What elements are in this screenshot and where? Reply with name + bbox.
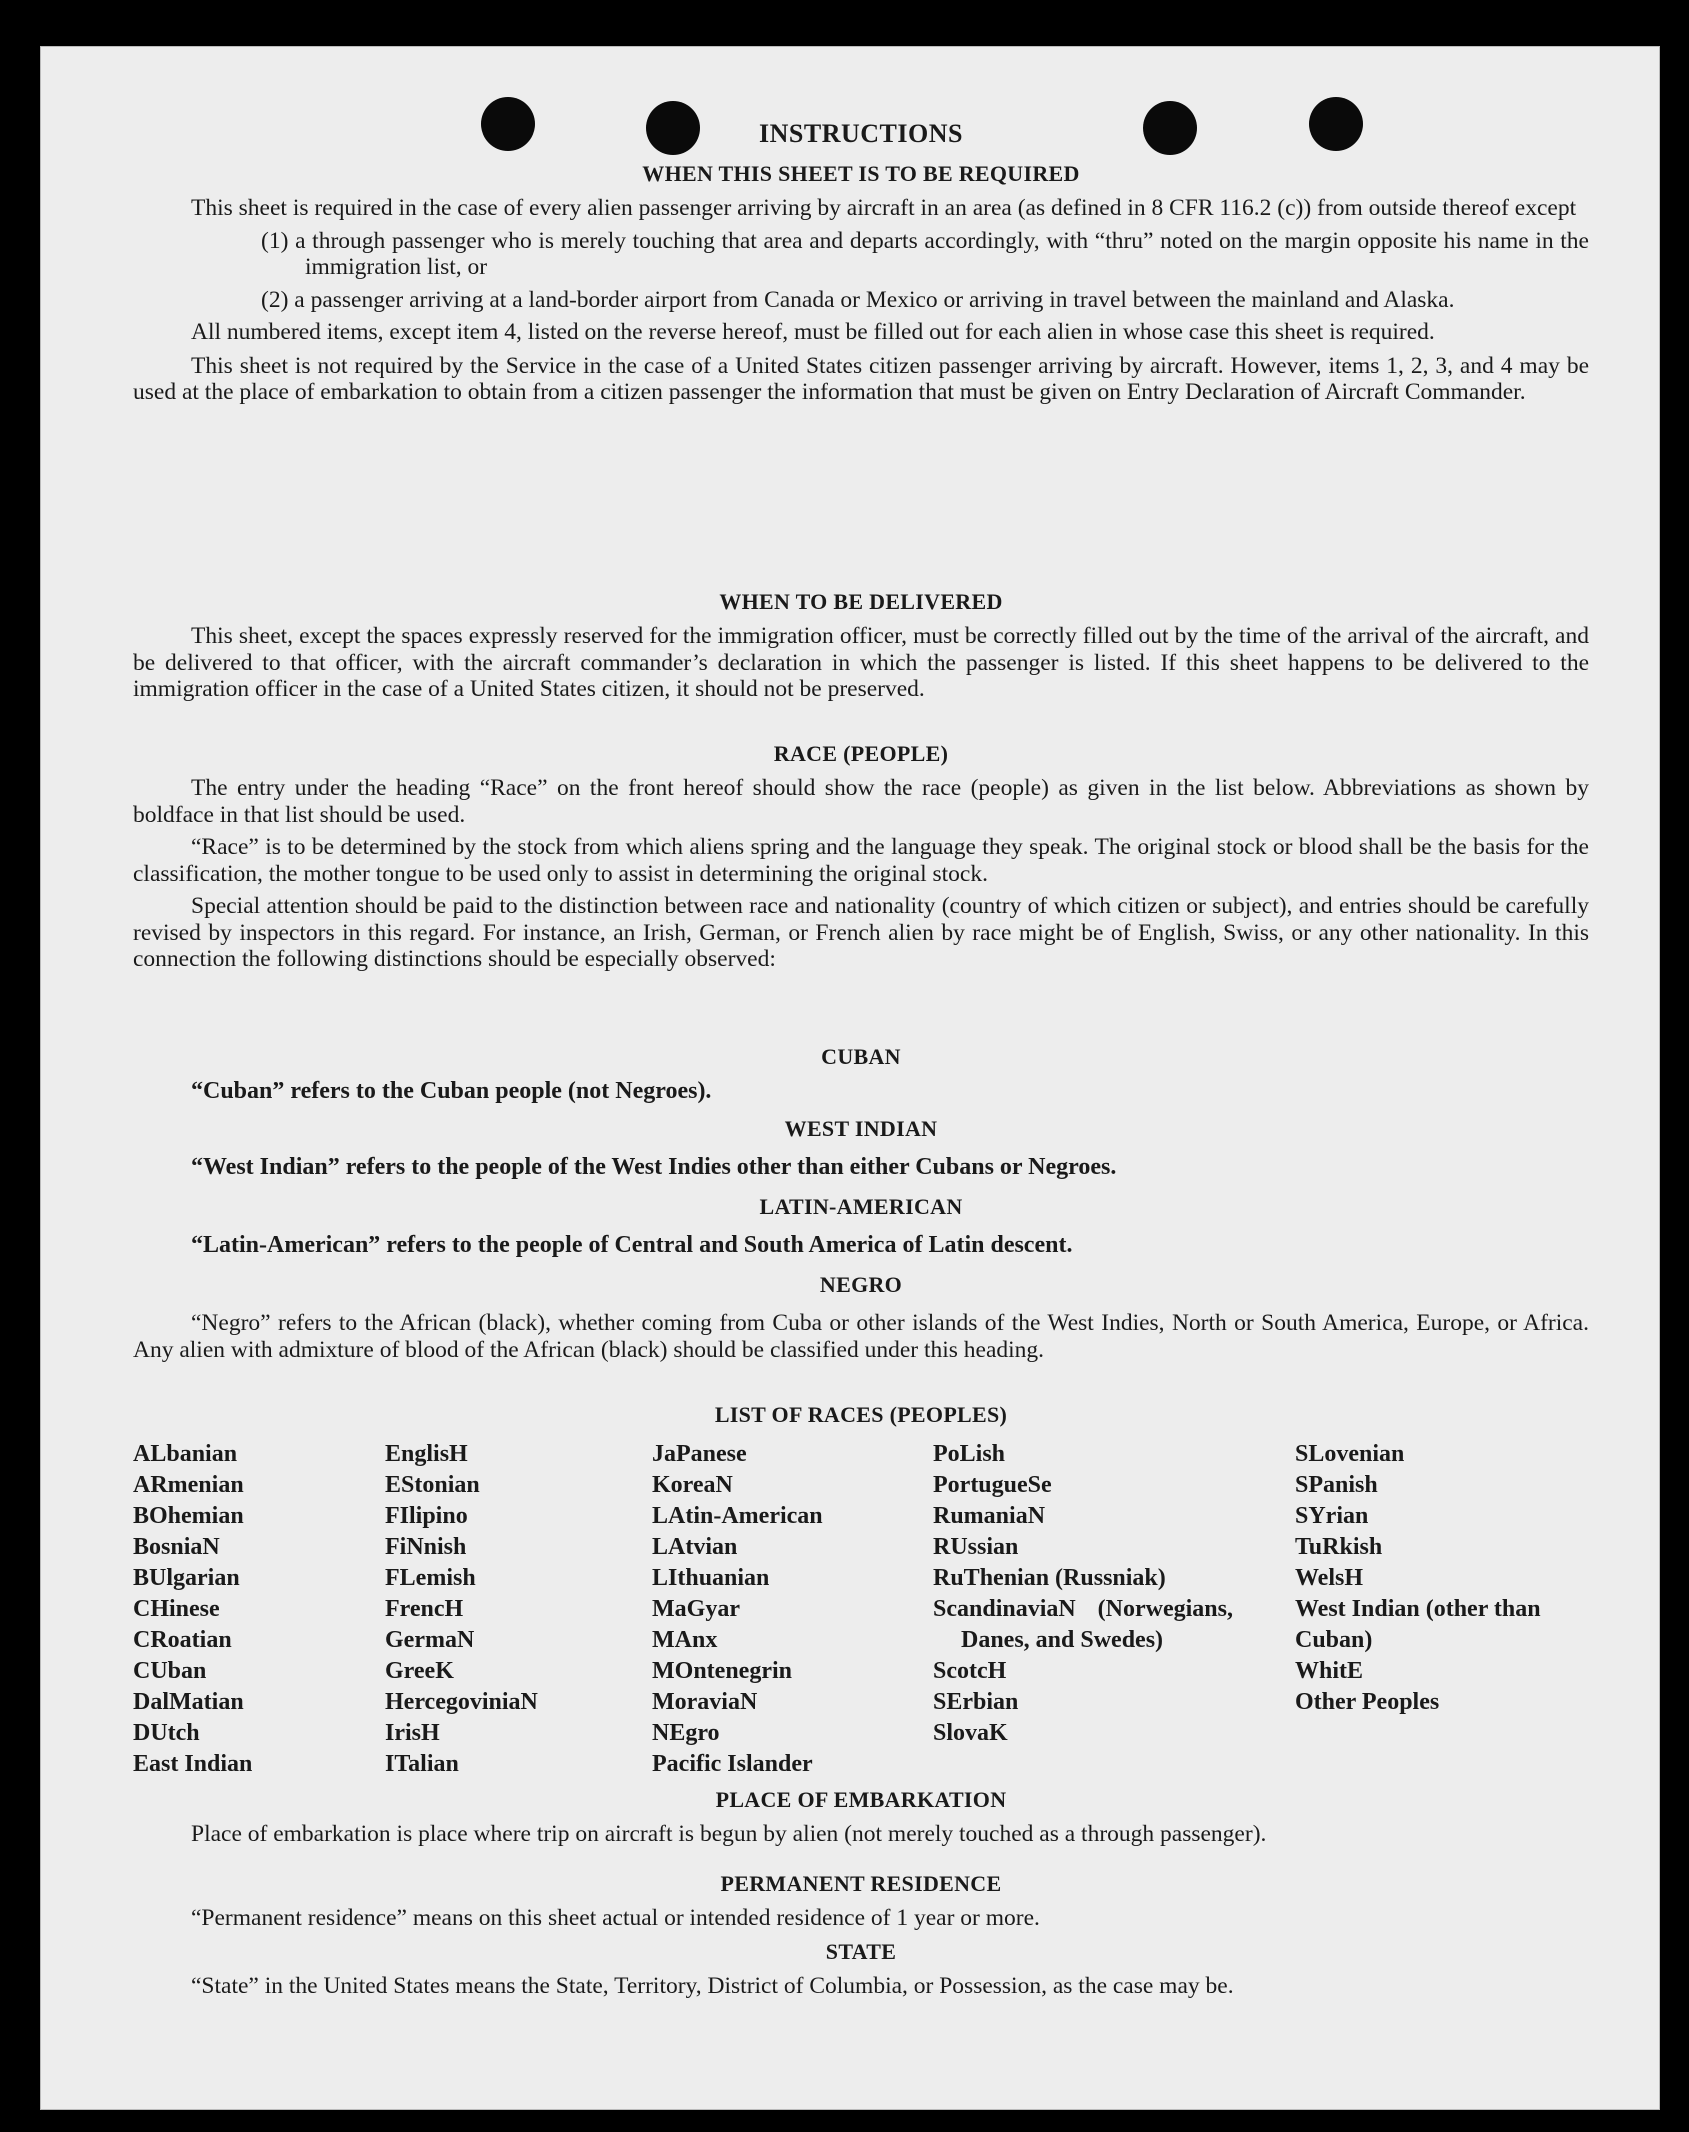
paragraph: Place of embarkation is place where trip on aircraft is begun by alien (not merely touched as a through passenger). [191,1821,1267,1847]
race-entry: EStonian [385,1472,480,1498]
paragraph: “Latin-American” refers to the people of Central and South America of Latin descent. [191,1232,1073,1258]
race-entry: SPanish [1295,1472,1378,1498]
race-entry: ALbanian [133,1441,238,1467]
paragraph: This sheet is not required by the Service in the case of a United States citizen passenger arriving by aircraft. However, items 1, 2, 3, and 4 may be used at the place of embarkation to obtain from a citizen passenger the information that must be given on Entry Declaration of Aircraft Commander. [133,352,1589,405]
race-entry: HercegoviniaN [385,1689,538,1715]
paragraph: “Permanent residence” means on this sheet actual or intended residence of 1 year or more. [191,1905,1040,1931]
section-heading: CUBAN [821,1044,901,1069]
race-entry: DUtch [133,1720,200,1746]
section-embarkation [133,1787,1589,1848]
race-entry: GreeK [385,1658,454,1684]
section-heading: PLACE OF EMBARKATION [715,1787,1007,1812]
race-entry: BOhemian [133,1503,244,1529]
race-entry: RuThenian (Russniak) [933,1565,1166,1591]
race-entry: BUlgarian [133,1565,240,1591]
section-state [133,1939,1589,2000]
race-entry: Pacific Islander [652,1751,813,1777]
section-heading: RACE (PEOPLE) [773,741,949,766]
section-when-delivered [133,589,1589,703]
race-entry: SYrian [1295,1503,1369,1529]
document-sheet [40,46,1660,2110]
section-race [133,741,1589,973]
race-entry: FrencH [385,1596,464,1622]
race-entry: EnglisH [385,1441,468,1467]
race-entry: RUssian [933,1534,1019,1560]
race-column-3 [652,1439,823,1780]
race-entry: CHinese [133,1596,220,1622]
race-entry: CUban [133,1658,207,1684]
section-west-indian [133,1116,1589,1181]
race-entry: ScotcH [933,1658,1007,1684]
paragraph: “State” in the United States means the State, Territory, District of Columbia, or Possession, as the case may be. [191,1973,1234,1999]
race-entry: IrisH [385,1720,440,1746]
section-heading: LATIN-AMERICAN [759,1194,963,1219]
race-entry: FLemish [385,1565,476,1591]
race-entry: SlovaK [933,1720,1008,1746]
race-column-1 [133,1439,252,1780]
race-entry: BosniaN [133,1534,220,1560]
race-entry: PoLish [933,1441,1006,1467]
paragraph: “West Indian” refers to the people of the West Indies other than either Cubans or Negroes. [191,1154,1117,1180]
race-entry: WhitE [1295,1658,1364,1684]
paragraph: This sheet, except the spaces expressly reserved for the immigration officer, must be correctly filled out by the time of the arrival of the aircraft, and be delivered to that officer, with the aircraft commander’s declaration in which the passenger is listed. If this sheet happens to be delivered to the immigration officer in the case of a United States citizen, it should not be preserved. [133,623,1589,702]
section-when-required [133,161,1589,406]
race-entry: LAtvian [652,1534,738,1560]
section-heading: NEGRO [819,1272,903,1297]
race-entry: MaGyar [652,1596,740,1622]
race-entry: SLovenian [1295,1441,1405,1467]
paragraph: This sheet is required in the case of every alien passenger arriving by aircraft in an area (as defined in 8 CFR 116.2 (c)) from outside thereof except [191,195,1577,221]
paragraph: The entry under the heading “Race” on the front hereof should show the race (people) as given in the list below. Abbreviations as shown by boldface in that list should be used. [133,775,1589,828]
section-heading: LIST OF RACES (PEOPLES) [714,1402,1008,1427]
race-entry: DalMatian [133,1689,244,1715]
section-heading: WHEN THIS SHEET IS TO BE REQUIRED [642,161,1080,186]
race-entry: WelsH [1295,1565,1364,1591]
section-list-of-races [133,1402,1589,1428]
page-title: INSTRUCTIONS [759,119,963,148]
paragraph: “Race” is to be determined by the stock from which aliens spring and the language they speak. The original stock or blood shall be the basis for the classification, the mother tongue to be used only to assist in determining the original stock. [133,834,1589,887]
race-entry: JaPanese [652,1441,747,1467]
paragraph: “Cuban” refers to the Cuban people (not Negroes). [191,1078,712,1104]
race-entry: East Indian [133,1751,253,1777]
race-entry: ScandinaviaN (Norwegians, Danes, and Swedes) [933,1596,1233,1653]
paragraph: All numbered items, except item 4, listed on the reverse hereof, must be filled out for each alien in whose case this sheet is required. [191,319,1435,345]
race-entry: GermaN [385,1627,475,1653]
race-entry: FIlipino [385,1503,468,1529]
section-heading: PERMANENT RESIDENCE [720,1871,1002,1896]
race-entry: LAtin-American [652,1503,823,1529]
section-heading: STATE [825,1939,897,1964]
race-entry: MoraviaN [652,1689,758,1715]
race-entry: RumaniaN [933,1503,1046,1529]
race-entry: MAnx [652,1627,718,1653]
race-entry: ARmenian [133,1472,244,1498]
section-residence [133,1871,1589,1932]
race-column-5 [1295,1439,1565,1718]
section-heading: WHEN TO BE DELIVERED [719,589,1003,614]
race-entry: FiNnish [385,1534,467,1560]
race-entry: PortugueSe [933,1472,1052,1498]
race-column-4 [933,1439,1233,1749]
race-entry: West Indian (other than Cuban) [1295,1596,1541,1653]
race-entry: MOntenegrin [652,1658,792,1684]
section-cuban [133,1044,1589,1105]
section-heading: WEST INDIAN [784,1116,938,1141]
paragraph: Special attention should be paid to the distinction between race and nationality (country of which citizen or subject), and entries should be carefully revised by inspectors in this regard. For instance, an Irish, German, or French alien by race might be of English, Swiss, or any other nationality. In this connection the following distinctions should be especially observed: [133,893,1589,972]
exception-item: (2) a passenger arriving at a land-border airport from Canada or Mexico or arriving in travel between the mainland and Alaska. [261,286,1455,313]
race-entry: LIthuanian [652,1565,770,1591]
race-entry: ITalian [385,1751,459,1777]
race-list [133,1439,1603,1777]
paragraph: “Negro” refers to the African (black), whether coming from Cuba or other islands of the West Indies, North or South America, Europe, or Africa. Any alien with admixture of blood of the African (black) should be classified under this heading. [133,1310,1589,1363]
section-negro [133,1272,1589,1363]
section-latin-american [133,1194,1589,1259]
race-column-2 [385,1439,538,1780]
race-entry: CRoatian [133,1627,232,1653]
race-entry: Other Peoples [1295,1689,1440,1715]
race-entry: NEgro [652,1720,720,1746]
race-entry: SErbian [933,1689,1019,1715]
race-entry: KoreaN [652,1472,733,1498]
exception-item: (1) a through passenger who is merely touching that area and departs accordingly, with “thru” noted on the margin opposite his name in the immigration list, or [261,227,1589,280]
race-entry: TuRkish [1295,1534,1383,1560]
